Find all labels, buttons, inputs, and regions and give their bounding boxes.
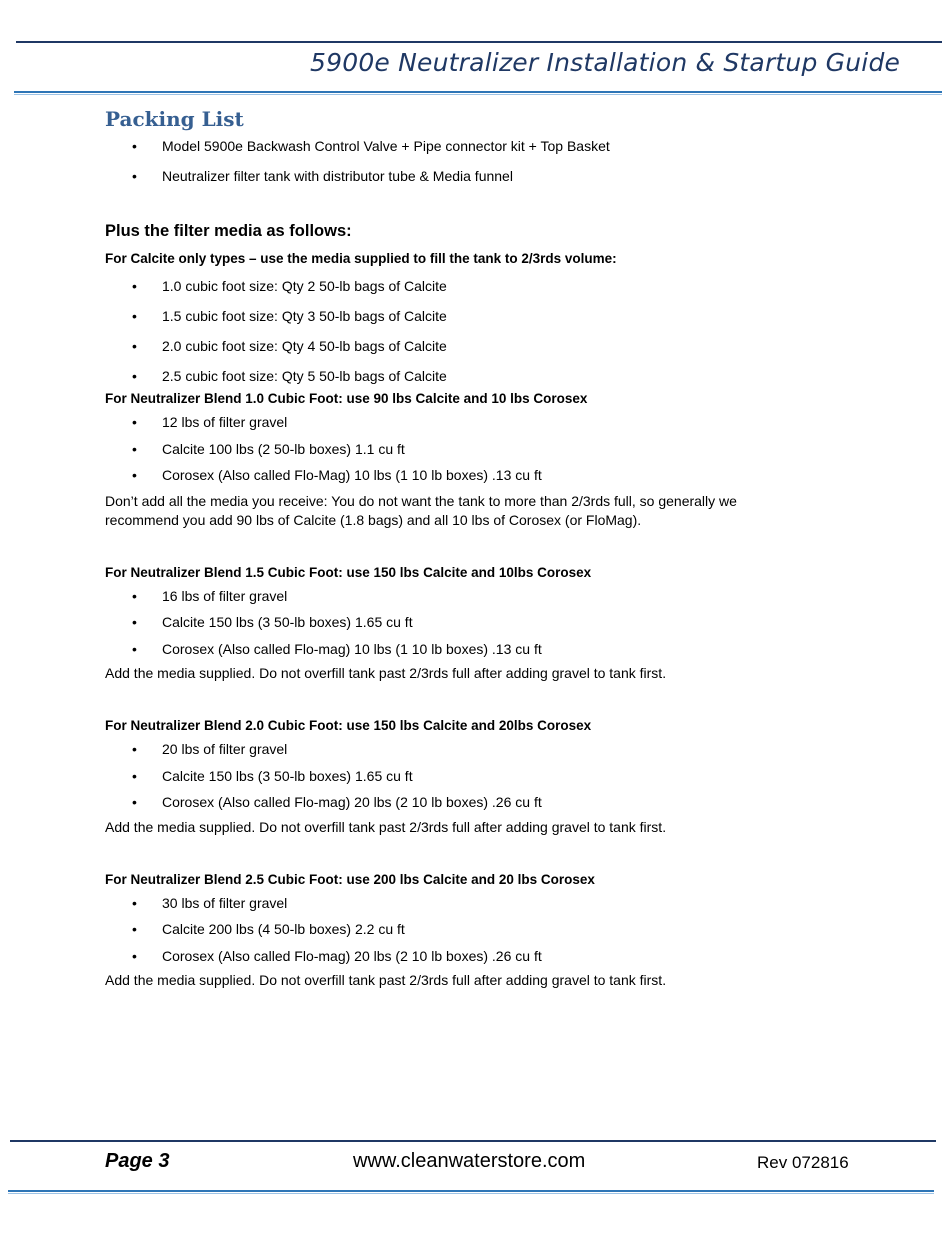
header-bottom-rule bbox=[14, 91, 942, 93]
blend-2-5-note: Add the media supplied. Do not overfill tank past 2/3rds full after adding gravel to tank first. bbox=[105, 972, 667, 988]
header-top-rule bbox=[16, 41, 942, 43]
list-item: • Calcite 200 lbs (4 50-lb boxes) 2.2 cu ft bbox=[105, 916, 825, 943]
blend-2-5-list bbox=[105, 890, 825, 970]
footer-bottom-rule bbox=[8, 1190, 934, 1192]
revision-label: Rev 072816 bbox=[757, 1153, 849, 1172]
blend-1-0-heading: For Neutralizer Blend 1.0 Cubic Foot: use 90 lbs Calcite and 10 lbs Corosex bbox=[105, 391, 588, 406]
header-bottom-rule-light bbox=[14, 94, 942, 95]
filter-media-heading: Plus the filter media as follows: bbox=[105, 222, 352, 240]
blend-1-5-list bbox=[105, 583, 825, 663]
blend-2-0-list bbox=[105, 736, 825, 816]
list-item: • 30 lbs of filter gravel bbox=[105, 890, 825, 917]
packing-list bbox=[105, 131, 825, 191]
list-item: • 1.5 cubic foot size: Qty 3 50-lb bags of Calcite bbox=[105, 301, 825, 331]
list-item: • 20 lbs of filter gravel bbox=[105, 736, 825, 763]
list-item: • 1.0 cubic foot size: Qty 2 50-lb bags of Calcite bbox=[105, 271, 825, 301]
blend-2-5-heading: For Neutralizer Blend 2.5 Cubic Foot: use 200 lbs Calcite and 20 lbs Corosex bbox=[105, 871, 595, 887]
calcite-heading: For Calcite only types – use the media supplied to fill the tank to 2/3rds volume: bbox=[105, 251, 617, 266]
list-item: • Corosex (Also called Flo-Mag) 10 lbs (1 10 lb boxes) .13 cu ft bbox=[105, 462, 825, 489]
blend-1-5-note: Add the media supplied. Do not overfill tank past 2/3rds full after adding gravel to tank first. bbox=[105, 665, 667, 681]
blend-2-0-heading: For Neutralizer Blend 2.0 Cubic Foot: use 150 lbs Calcite and 20lbs Corosex bbox=[105, 718, 592, 733]
footer-bottom-rule-light bbox=[8, 1193, 934, 1194]
list-item: • Model 5900e Backwash Control Valve + Pipe connector kit + Top Basket bbox=[105, 131, 825, 161]
list-item: • Corosex (Also called Flo-mag) 20 lbs (2 10 lb boxes) .26 cu ft bbox=[105, 943, 825, 970]
page-content bbox=[105, 104, 825, 990]
packing-list-heading: Packing List bbox=[105, 107, 244, 131]
blend-1-0-note: Don’t add all the media you receive: You do not want the tank to more than 2/3rds full, so generally we recommend you add 90 lbs of Calcite (1.8 bags) and all 10 lbs of Corosex (or FloMag). bbox=[105, 492, 737, 528]
list-item: • 2.0 cubic foot size: Qty 4 50-lb bags of Calcite bbox=[105, 331, 825, 361]
list-item: • 2.5 cubic foot size: Qty 5 50-lb bags of Calcite bbox=[105, 361, 825, 391]
document-title: 5900e Neutralizer Installation & Startup Guide bbox=[310, 48, 901, 77]
list-item: • Calcite 100 lbs (2 50-lb boxes) 1.1 cu ft bbox=[105, 436, 825, 463]
list-item: • Calcite 150 lbs (3 50-lb boxes) 1.65 cu ft bbox=[105, 609, 825, 636]
list-item: • Calcite 150 lbs (3 50-lb boxes) 1.65 cu ft bbox=[105, 763, 825, 790]
list-item: • 16 lbs of filter gravel bbox=[105, 583, 825, 610]
blend-1-0-list bbox=[105, 409, 825, 489]
blend-1-5-heading: For Neutralizer Blend 1.5 Cubic Foot: use 150 lbs Calcite and 10lbs Corosex bbox=[105, 564, 592, 580]
list-item: • 12 lbs of filter gravel bbox=[105, 409, 825, 436]
list-item: • Neutralizer filter tank with distributor tube & Media funnel bbox=[105, 161, 825, 191]
website-link[interactable]: www.cleanwaterstore.com bbox=[353, 1150, 586, 1172]
calcite-list bbox=[105, 271, 825, 391]
blend-2-0-note: Add the media supplied. Do not overfill tank past 2/3rds full after adding gravel to tank first. bbox=[105, 818, 667, 835]
page-number: Page 3 bbox=[105, 1150, 170, 1172]
footer-top-rule bbox=[10, 1140, 936, 1142]
list-item: • Corosex (Also called Flo-mag) 20 lbs (2 10 lb boxes) .26 cu ft bbox=[105, 789, 825, 816]
list-item: • Corosex (Also called Flo-mag) 10 lbs (1 10 lb boxes) .13 cu ft bbox=[105, 636, 825, 663]
